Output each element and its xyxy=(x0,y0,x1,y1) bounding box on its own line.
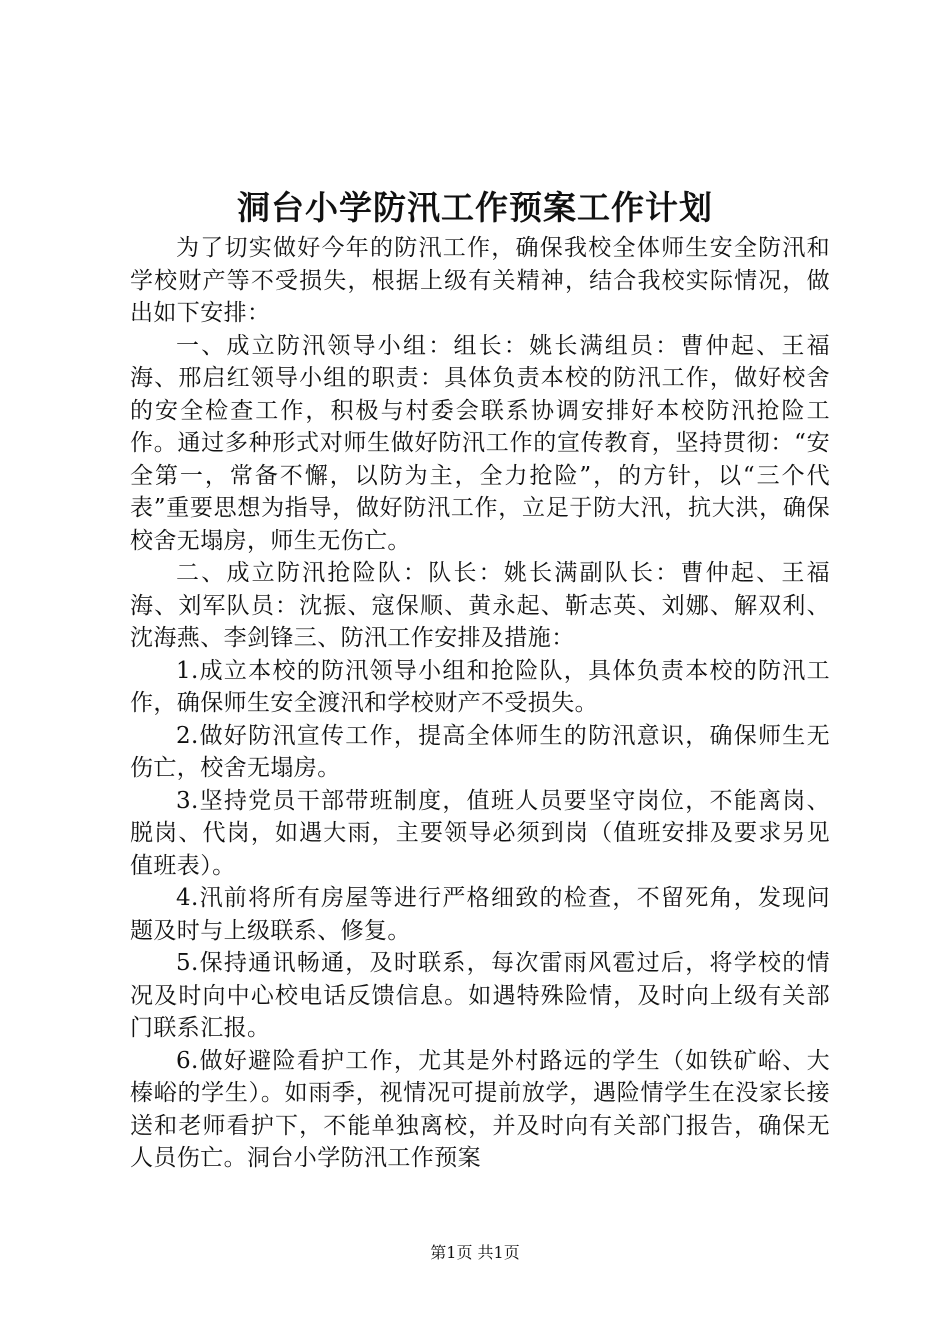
paragraph-measure-5: 5.保持通讯畅通，及时联系，每次雷雨风雹过后，将学校的情况及时向中心校电话反馈信息。如遇特殊险情，及时向上级有关部门联系汇报。 xyxy=(130,950,830,1041)
paragraph-rescue-team: 二、成立防汛抢险队：队长：姚长满副队长：曹仲起、王福海、刘军队员：沈振、寇保顺、黄永起、靳志英、刘娜、解双利、沈海燕、李剑锋三、防汛工作安排及措施： xyxy=(130,560,830,651)
paragraph-measure-3: 3.坚持党员干部带班制度，值班人员要坚守岗位，不能离岗、脱岗、代岗，如遇大雨，主要领导必须到岗（值班安排及要求另见值班表）。 xyxy=(130,787,830,879)
paragraph-measure-1: 1.成立本校的防汛领导小组和抢险队，具体负责本校的防汛工作，确保师生安全渡汛和学校财产不受损失。 xyxy=(130,657,830,716)
paragraph-leadership-group: 一、成立防汛领导小组：组长：姚长满组员：曹仲起、王福海、邢启红领导小组的职责：具体负责本校的防汛工作，做好校舍的安全检查工作，积极与村委会联系协调安排好本校防汛抢险工作。通过多种形式对师生做好防汛工作的宣传教育，坚持贯彻：“安全第一，常备不懈，以防为主，全力抢险”，的方针，以“三个代表”重要思想为指导，做好防汛工作，立足于防大汛，抗大洪，确保校舍无塌房，师生无伤亡。 xyxy=(130,332,830,554)
document-title: 洞台小学防汛工作预案工作计划 xyxy=(237,188,713,227)
document-body xyxy=(130,232,830,1175)
paragraph-measure-2: 2.做好防汛宣传工作，提高全体师生的防汛意识，确保师生无伤亡，校舍无塌房。 xyxy=(130,722,830,781)
paragraph-intro: 为了切实做好今年的防汛工作，确保我校全体师生安全防汛和学校财产等不受损失，根据上级有关精神，结合我校实际情况，做出如下安排： xyxy=(130,235,830,326)
paragraph-measure-4: 4.汛前将所有房屋等进行严格细致的检查，不留死角，发现问题及时与上级联系、修复。 xyxy=(130,885,830,944)
paragraph-measure-6: 6.做好避险看护工作，尤其是外村路远的学生（如铁矿峪、大榛峪的学生）。如雨季，视情况可提前放学，遇险情学生在没家长接送和老师看护下，不能单独离校，并及时向有关部门报告，确保无人员伤亡。洞台小学防汛工作预案 xyxy=(130,1047,830,1171)
page-footer: 第1页 共1页 xyxy=(430,1243,520,1262)
